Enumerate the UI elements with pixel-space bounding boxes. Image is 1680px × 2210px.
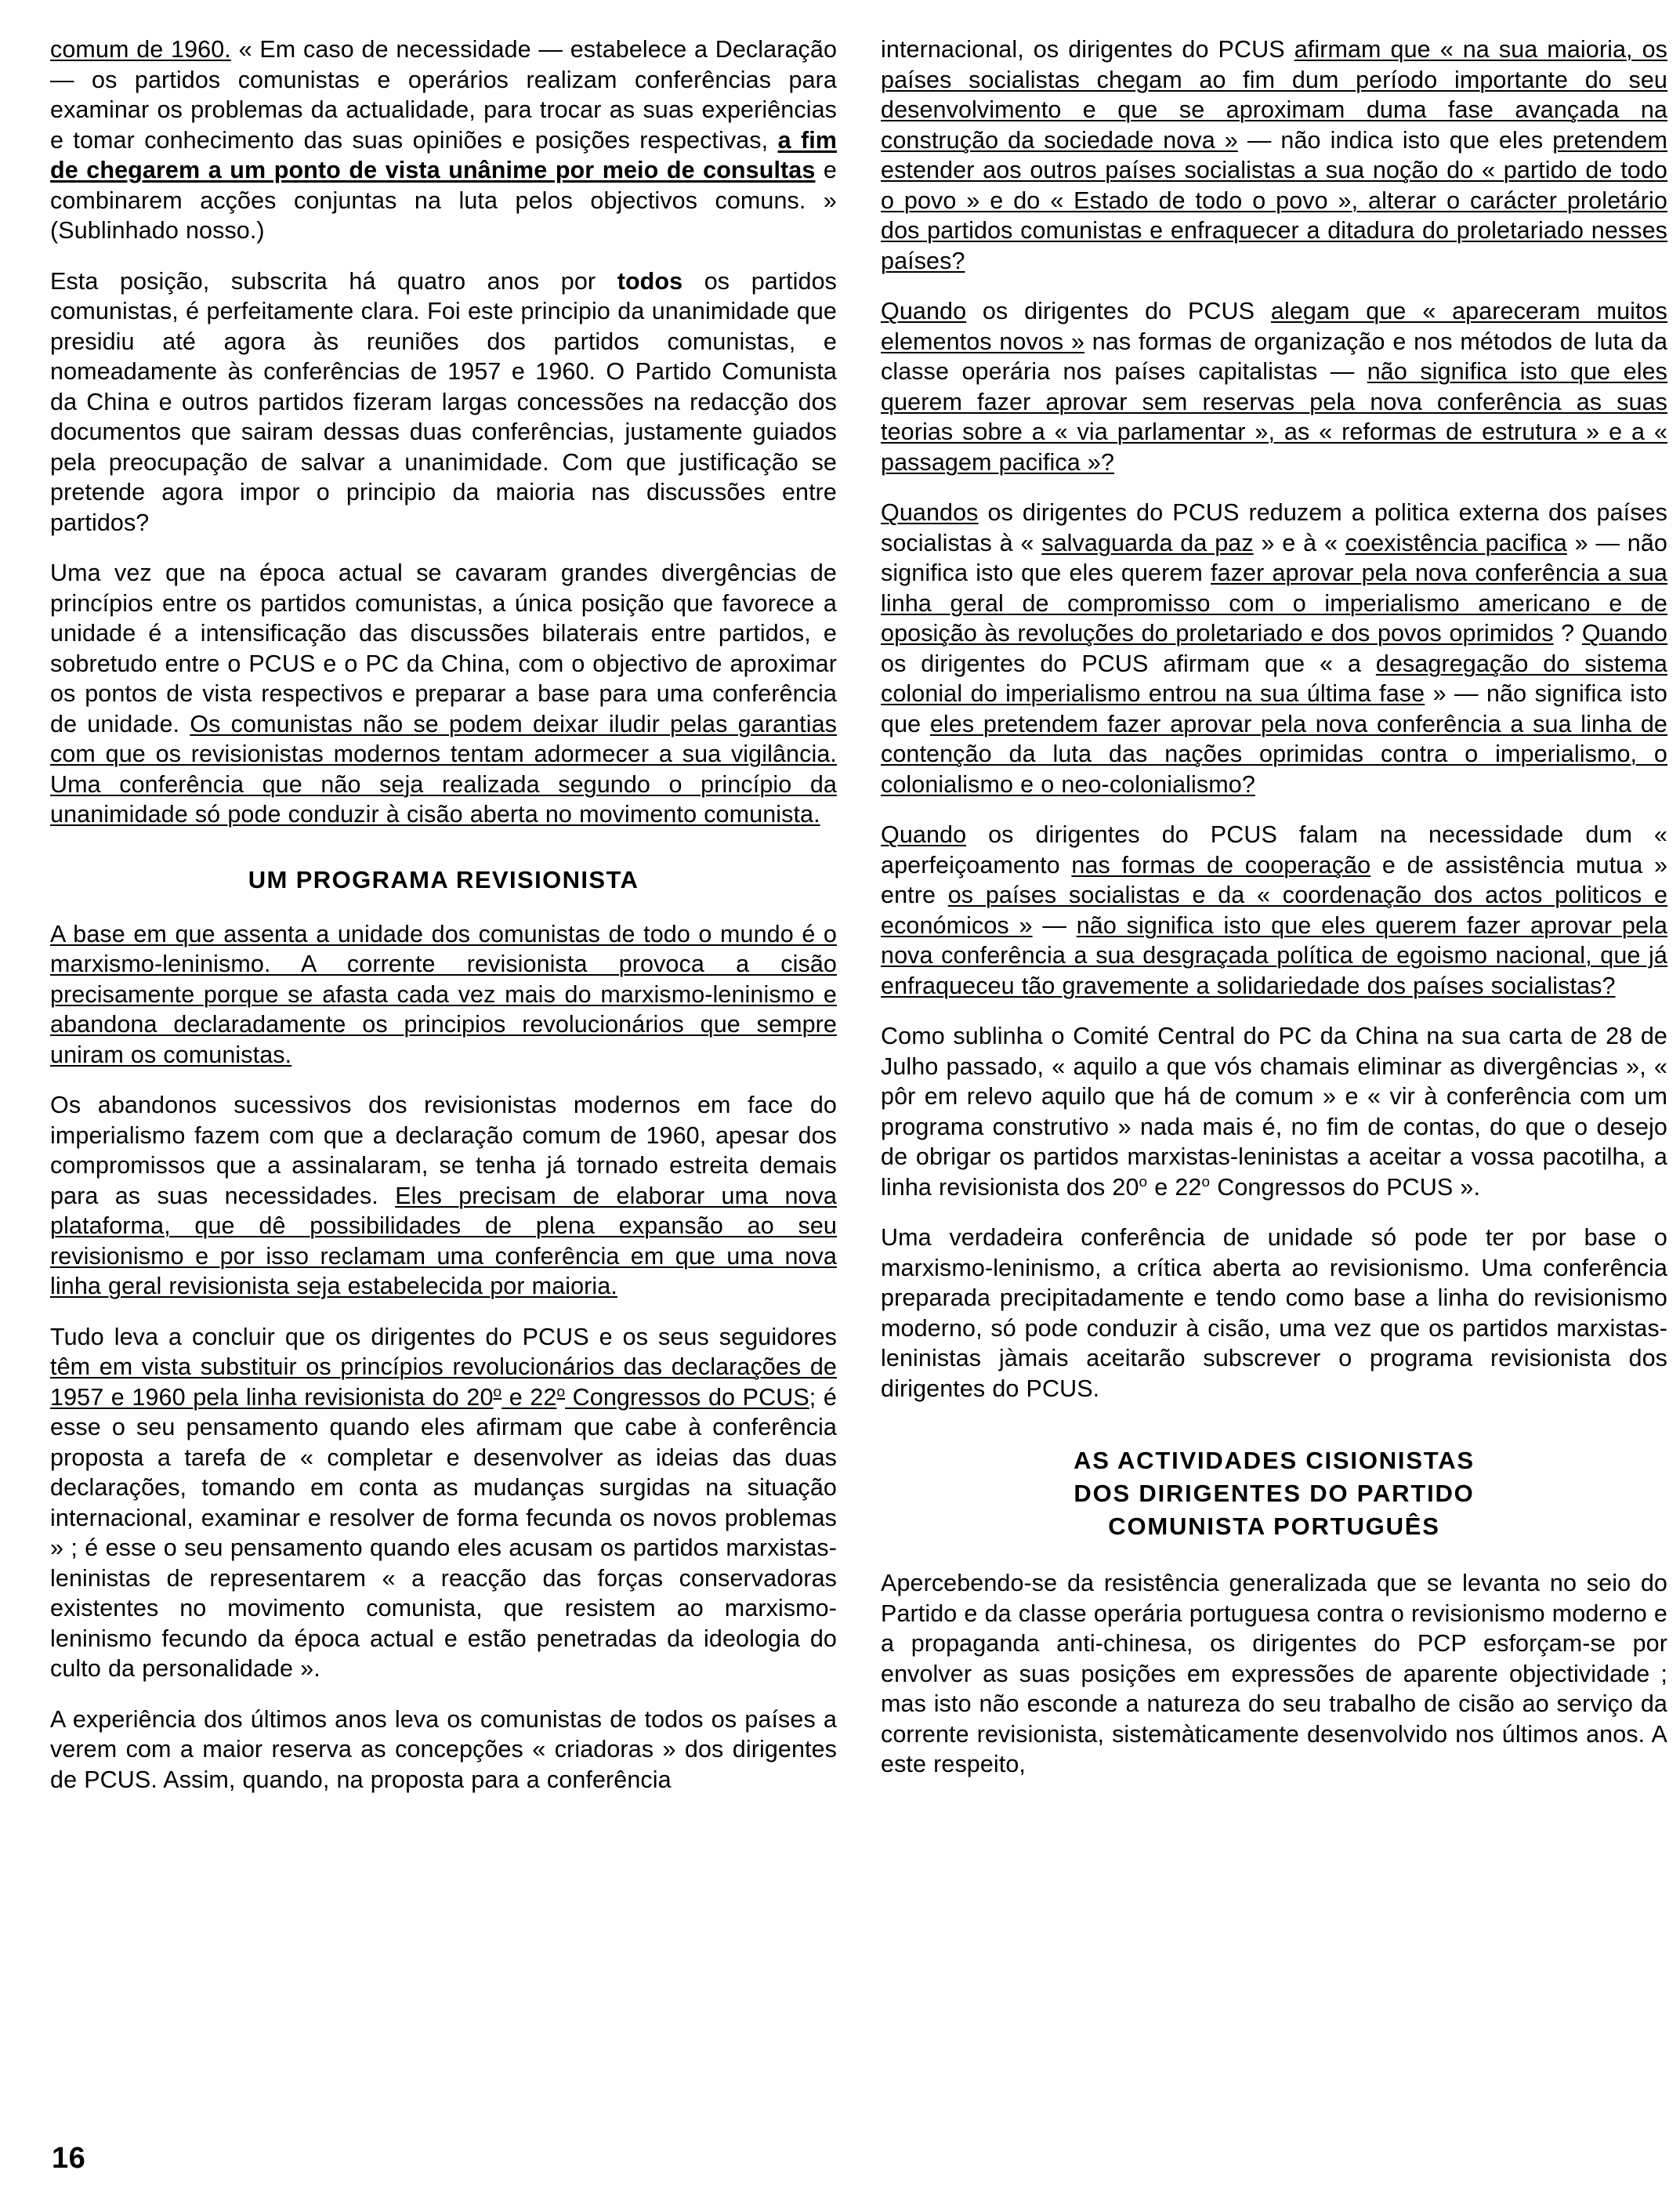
text-run: A experiência dos últimos anos leva os comunistas de todos os países a verem com a maior reserva as concepções « criadoras » dos dirigentes de PCUS. Assim, quando, na proposta para a conferência (50, 1705, 837, 1793)
paragraph (881, 820, 1667, 1001)
text-run: os dirigentes do PCUS falam na necessidade dum « aperfeiçoamento (881, 821, 1667, 879)
text-run: Esta posição, subscrita há quatro anos por (50, 267, 617, 295)
underlined-emphasis: não significa isto que eles querem fazer aprovar sem reservas pela nova conferência as suas teorias sobre a « via parlamentar », as « reformas de estrutura » e a « passagem pacifica »? (881, 358, 1667, 476)
paragraph (881, 498, 1667, 799)
ordinal-superscript: o (1201, 1173, 1211, 1190)
text-run: Uma vez que na época actual se cavaram grandes divergências de princípios entre os partidos comunistas, a única posição que favorece a unidade é a intensificação das discussões bilaterais entre partidos, e sobretudo entre o PCUS e o PC da China, com o objectivo de aproximar os pontos de vista respectivos e preparar a base para uma conferência de unidade. (50, 560, 837, 737)
heading-line: DOS DIRIGENTES DO PARTIDO (1074, 1480, 1475, 1507)
paragraph (881, 1021, 1667, 1202)
underlined-emphasis: pretendem estender aos outros países socialistas a sua noção do « partido de todo o povo » e do « Estado de todo o povo », alterar o carácter proletário dos partidos comunistas e enfraquecer a ditadura do proletariado nesses países? (881, 126, 1667, 274)
underlined-emphasis: têm em vista substituir os princípios revolucionários das declarações de 1957 e 1960 pela linha revisionista do 20 (50, 1353, 837, 1411)
underlined-emphasis: Quando (881, 298, 967, 324)
paragraph (881, 296, 1667, 477)
text-run: » — não significa isto que eles querem (881, 529, 1667, 586)
underlined-emphasis: Congressos do PCUS (565, 1383, 809, 1411)
ordinal-superscript: o (1139, 1173, 1148, 1190)
paragraph (50, 1090, 837, 1302)
underlined-emphasis: A base em que assenta a unidade dos comunistas de todo o mundo é o marxismo-leninismo. A corrente revisionista provoca a cisão precisamente porque se afasta cada vez mais do marxismo-leninismo e abandona declaradamente os principios revolucionários que sempre uniram os comunistas. (50, 920, 837, 1068)
underlined-emphasis: nas formas de cooperação (1071, 851, 1371, 879)
text-run: ? (1553, 620, 1582, 647)
text-run: Os abandonos sucessivos dos revisionistas modernos em face do imperialismo fazem com que a declaração comum de 1960, apesar dos compromissos que a assinalaram, se tenha já tornado estreita demais para as suas necessidades. (50, 1092, 837, 1209)
paragraph (50, 919, 837, 1071)
text-run: Como sublinha o Comité Central do PC da China na sua carta de 28 de Julho passado, « aquilo a que vós chamais eliminar as divergências », « pôr em relevo aquilo que há de comum » e « vir à conferência com um programa construtivo » nada mais é, no fim de contas, do que o desejo de obrigar os partidos marxistas-leninistas a aceitar a vossa pacotilha, a linha revisionista dos 20 (881, 1023, 1667, 1201)
underlined-emphasis: Os comunistas não se podem deixar iludir pelas garantias com que os revisionistas modernos tentam adormecer a sua vigilância. Uma conferência que não seja realizada segundo o princípio da unanimidade só pode conduzir à cisão aberta no movimento comunista. (50, 710, 837, 828)
left-column-body-bottom (50, 919, 837, 1795)
bold-emphasis: todos (617, 267, 683, 295)
underlined-emphasis: Quando (881, 821, 967, 848)
heading-line: UM PROGRAMA REVISIONISTA (248, 865, 639, 893)
section-heading-um-programa-revisionista (50, 864, 837, 896)
underlined-emphasis: e 22 (501, 1383, 557, 1411)
ordinal-superscript: o (556, 1383, 566, 1400)
paragraph (50, 1322, 837, 1684)
paragraph (50, 558, 837, 830)
bold-underlined-emphasis: a fim de chegarem a um ponto de vista unânime por meio de consultas (50, 126, 838, 183)
section-heading-as-actividades-cisionistas (881, 1444, 1667, 1543)
left-column-body-top (50, 34, 837, 830)
text-run: — (1032, 911, 1077, 939)
underlined-emphasis: comum de 1960. (50, 36, 231, 63)
paragraph (50, 34, 837, 246)
text-run: e 22 (1147, 1173, 1202, 1201)
right-column (881, 34, 1667, 1780)
text-run: os dirigentes do PCUS reduzem a politica externa dos países socialistas à « (881, 499, 1667, 556)
ordinal-superscript: o (493, 1383, 502, 1400)
underlined-emphasis: Quando (1581, 620, 1667, 647)
underlined-emphasis: fazer aprovar pela nova conferência a sua linha geral de compromisso com o imperialismo americano e de oposição às revoluções do proletariado e dos povos oprimidos (881, 560, 1667, 647)
heading-line: COMUNISTA PORTUGUÊS (1108, 1513, 1440, 1540)
heading-line: AS ACTIVIDADES CISIONISTAS (1074, 1447, 1475, 1474)
underlined-emphasis: Eles precisam de elaborar uma nova plataforma, que dê possibilidades de plena expansão ao seu revisionismo e por isso reclamam uma conferência em que uma nova linha geral revisionista seja estabelecida por maioria. (50, 1182, 837, 1299)
text-run: Congressos do PCUS ». (1210, 1173, 1481, 1201)
paragraph (881, 1568, 1667, 1780)
text-run: internacional, os dirigentes do PCUS (881, 36, 1294, 63)
paragraph (881, 34, 1667, 276)
underlined-emphasis: alegam que « apareceram muitos elementos novos » (881, 298, 1668, 355)
underlined-emphasis: os países socialistas e da « coordenação dos actos politicos e económicos » (881, 882, 1668, 939)
underlined-emphasis: não significa isto que eles querem fazer aprovar pela nova conferência a sua desgraçada política de egoismo nacional, que já enfraqueceu tão gravemente a solidariedade dos países socialistas? (881, 911, 1667, 999)
text-run: » — não significa isto que (881, 680, 1667, 737)
right-column-body-top (881, 34, 1667, 1404)
right-column-body-bottom (881, 1568, 1667, 1780)
text-run: nas formas de organização e nos métodos de luta da classe operária nos países capitalistas — (881, 328, 1668, 385)
page-number: 16 (52, 2142, 86, 2175)
text-run: os dirigentes do PCUS afirmam que « a (881, 650, 1376, 677)
text-run: — não indica isto que eles (1237, 126, 1553, 154)
text-run: Uma verdadeira conferência de unidade só pode ter por base o marxismo-leninismo, a crítica aberta ao revisionismo. Uma conferência preparada precipitadamente e tendo como base a linha do revisionismo moderno, só pode conduzir à cisão, uma vez que os partidos marxistas-leninistas jàmais aceitarão subscrever o programa revisionista dos dirigentes do PCUS. (881, 1224, 1667, 1402)
paragraph (50, 266, 837, 538)
text-run: Apercebendo-se da resistência generalizada que se levanta no seio do Partido e da classe operária portuguesa contra o revisionismo moderno e a propaganda anti-chinesa, os dirigentes do PCP esforçam-se por envolver as suas posições em expressões de aparente objectividade ; mas isto não esconde a natureza do seu trabalho de cisão ao serviço da corrente revisionista, sistemàticamente desenvolvido nos últimos anos. A este respeito, (881, 1570, 1667, 1777)
underlined-emphasis: desagregação do sistema colonial do imperialismo entrou na sua última fase (881, 650, 1667, 707)
underlined-emphasis: coexistência pacifica (1345, 529, 1567, 556)
underlined-emphasis: salvaguarda da paz (1041, 529, 1254, 556)
text-run: os dirigentes do PCUS (966, 298, 1271, 324)
text-run: os partidos comunistas, é perfeitamente clara. Foi este principio da unanimidade que presidiu até agora às reuniões dos partidos comunistas, e nomeadamente às conferências de 1957 e 1960. O Partido Comunista da China e outros partidos fizeram largas concessões na redacção dos documentos que sairam dessas duas conferências, justamente guiados pela preocupação de salvar a unanimidade. Com que justificação se pretende agora impor o principio da maioria nas discussões entre partidos? (50, 267, 838, 536)
underlined-emphasis: Quandos (881, 499, 979, 526)
text-run: e combinarem acções conjuntas na luta pelos objectivos comuns. » (Sublinhado nosso.) (50, 157, 837, 244)
text-run: « Em caso de necessidade — estabelece a Declaração — os partidos comunistas e operários realizam conferências para examinar os problemas da actualidade, para trocar as suas experiências e tomar conhecimento das suas opiniões e posições respectivas, (50, 36, 838, 154)
text-run: » e à « (1253, 529, 1345, 556)
left-column (50, 34, 837, 1795)
text-run: Tudo leva a concluir que os dirigentes do PCUS e os seus seguidores (50, 1323, 837, 1350)
text-run: ; é esse o seu pensamento quando eles afirmam que cabe à conferência proposta a tarefa de « completar e desenvolver as ideias das duas declarações, tomando em conta as mudanças surgidas na situação internacional, examinar e resolver de forma fecunda os novos problemas » ; é esse o seu pensamento quando eles acusam os partidos marxistas-leninistas de representarem « a reacção das forças conservadoras existentes no movimento comunista, que resistem ao marxismo-leninismo fecundo da época actual e estão penetradas da ideologia do culto da personalidade ». (50, 1383, 837, 1682)
underlined-emphasis: eles pretendem fazer aprovar pela nova conferência a sua linha de contenção da luta das nações oprimidas contra o imperialismo, o colonialismo e o neo-colonialismo? (881, 710, 1667, 798)
underlined-emphasis: afirmam que « na sua maioria, os países socialistas chegam ao fim dum período importante do seu desenvolvimento e que se aproximam duma fase avançada na construção da sociedade nova » (881, 36, 1667, 154)
paragraph (50, 1705, 837, 1795)
two-column-layout (50, 34, 1668, 1795)
paragraph (881, 1223, 1667, 1404)
text-run: e de assistência mutua » entre (881, 851, 1668, 908)
